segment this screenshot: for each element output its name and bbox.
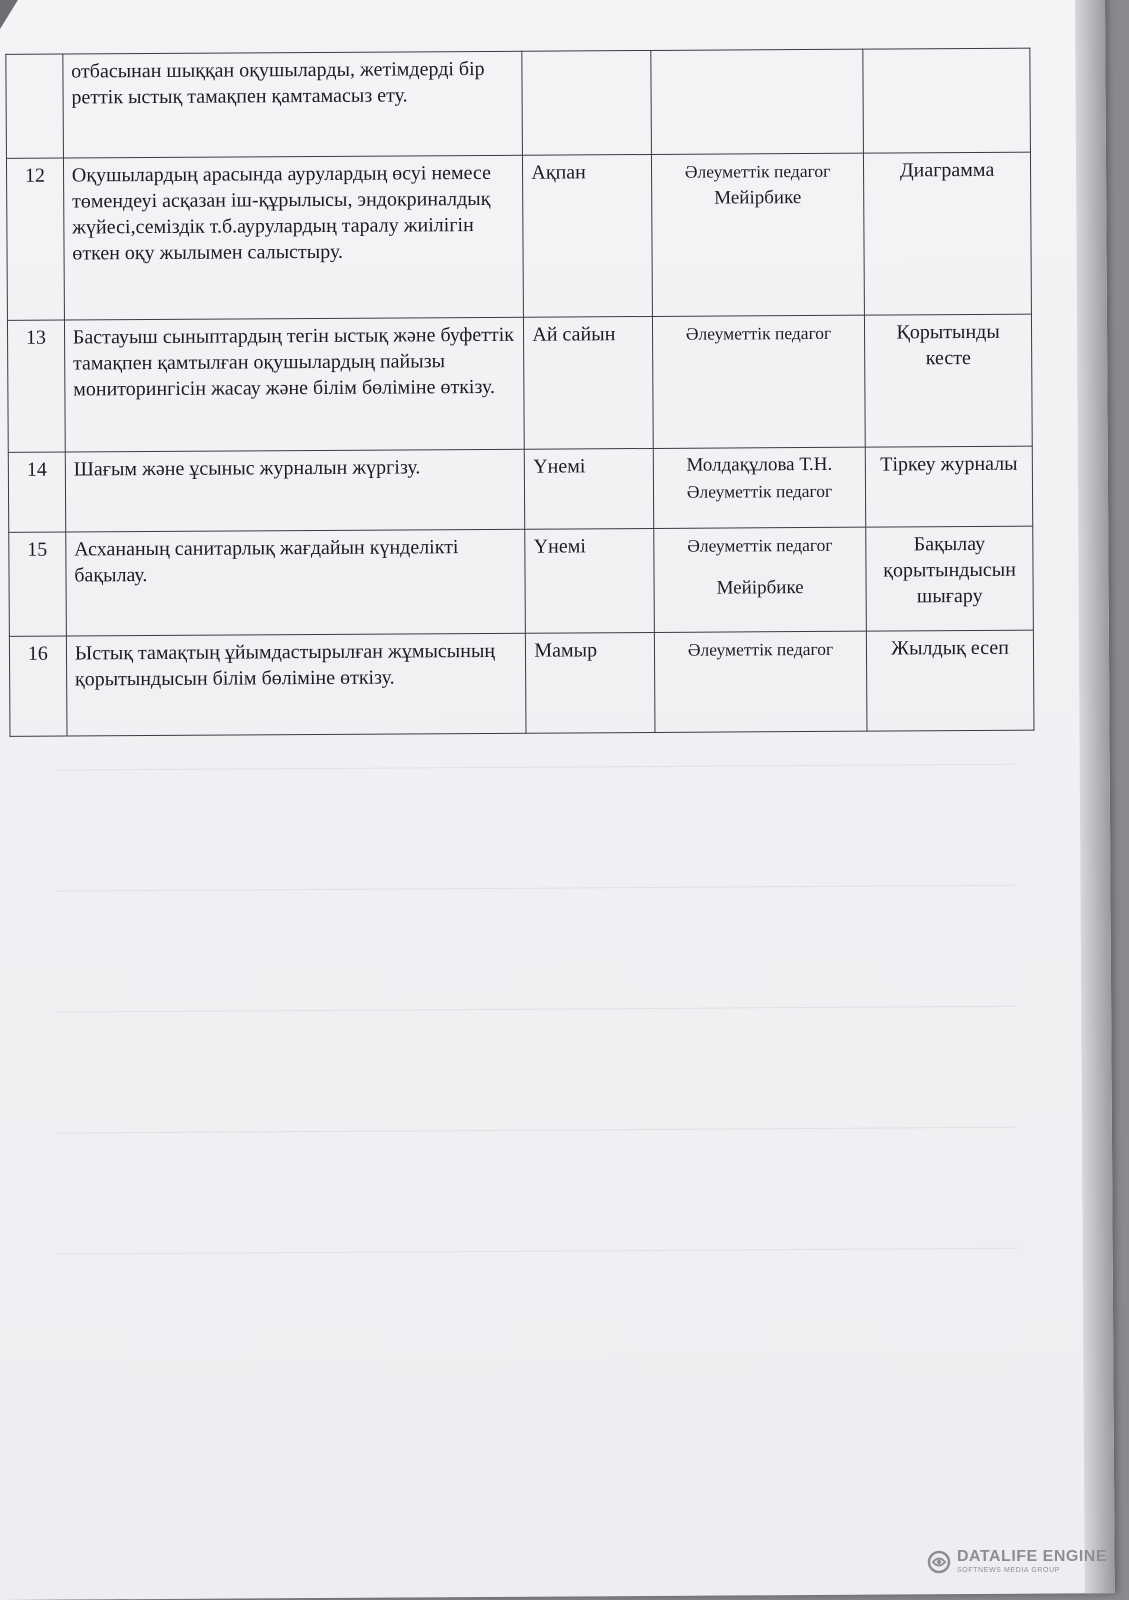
row-description: отбасынан шыққан оқушыларды, жетімдерді бір реттік ыстық тамақпен қамтамасыз ету. — [63, 51, 523, 158]
row-description: Шағым және ұсыныс журналын жүргізу. — [65, 449, 525, 532]
row-result: Қорытынды кесте — [865, 314, 1033, 447]
row-result: Жылдық есеп — [866, 630, 1033, 731]
responsible-line-2: Мейірбике — [714, 187, 802, 209]
row-result: Тіркеу журналы — [865, 446, 1032, 527]
row-responsible — [654, 527, 867, 632]
row-number — [6, 54, 63, 158]
table-row — [8, 446, 1032, 532]
row-deadline: Ақпан — [523, 154, 653, 317]
watermark-subtitle: SOFTNEWS MEDIA GROUP — [956, 1567, 1060, 1574]
page-edge-shadow — [1075, 0, 1115, 1593]
row-deadline: Үнемі — [525, 528, 654, 633]
row-deadline — [522, 50, 651, 155]
page-corner — [0, 0, 18, 45]
responsible-line-2: Мейірбике — [716, 577, 804, 599]
responsible-line-1: Әлеуметтік педагог — [687, 638, 834, 660]
row-responsible — [653, 447, 866, 528]
row-result: Диаграмма — [864, 152, 1032, 315]
row-description: Ыстық тамақтың ұйымдастырылған жұмысының қорытындысын білім бөліміне өткізу. — [66, 633, 526, 736]
table-row — [9, 630, 1034, 736]
plan-table — [5, 48, 1034, 737]
row-number: 13 — [7, 320, 65, 452]
row-responsible — [652, 315, 865, 448]
bleed-through-lines — [55, 764, 1019, 1470]
responsible-line-2 — [659, 54, 854, 55]
watermark — [927, 1549, 1107, 1574]
row-result: Бақылау қорытындысын шығару — [866, 526, 1034, 631]
row-number: 16 — [9, 636, 66, 736]
row-description: Оқушылардың арасында аурулардың өсуі немесе төмендеуі асқазан іш-құрылысы, эндокриналдық жүйесі,семіздік т.б.аурулардың таралу жиілігін өткен оқу жылымен салыстыру. — [63, 155, 523, 320]
row-responsible — [651, 49, 864, 154]
responsible-line-1: Әлеуметтік педагог — [685, 322, 832, 344]
row-deadline: Мамыр — [526, 632, 655, 733]
row-responsible — [651, 153, 864, 316]
responsible-line-1: Әлеуметтік педагог — [687, 534, 833, 556]
row-description: Бастауыш сыныптардың тегін ыстық және буфеттік тамақпен қамтылған оқушылардың пайызы мониторингісін жасау және білім бөліміне өткізу. — [64, 317, 524, 452]
row-deadline: Ай сайын — [524, 316, 653, 449]
responsible-line-2 — [661, 347, 856, 348]
row-responsible — [654, 631, 867, 732]
responsible-line-2: Әлеуметтік педагог — [686, 480, 833, 502]
row-description: Асхананың санитарлық жағдайын күнделікті бақылау. — [66, 529, 526, 636]
row-result — [863, 48, 1031, 153]
row-deadline: Үнемі — [525, 448, 654, 529]
row-number: 14 — [8, 452, 65, 532]
responsible-line-1: Әлеуметтік педагог — [684, 160, 831, 182]
table-row — [6, 152, 1031, 320]
table-row — [9, 526, 1034, 636]
datalife-logo-icon — [927, 1550, 951, 1574]
row-number: 12 — [6, 158, 64, 320]
table-row — [7, 314, 1032, 452]
responsible-line-2 — [663, 663, 858, 664]
responsible-line-1: Молдақұлова Т.Н. — [686, 453, 833, 476]
table-row — [6, 48, 1031, 158]
watermark-title: DATALIFE ENGINE — [956, 1548, 1107, 1565]
row-number: 15 — [9, 532, 66, 636]
